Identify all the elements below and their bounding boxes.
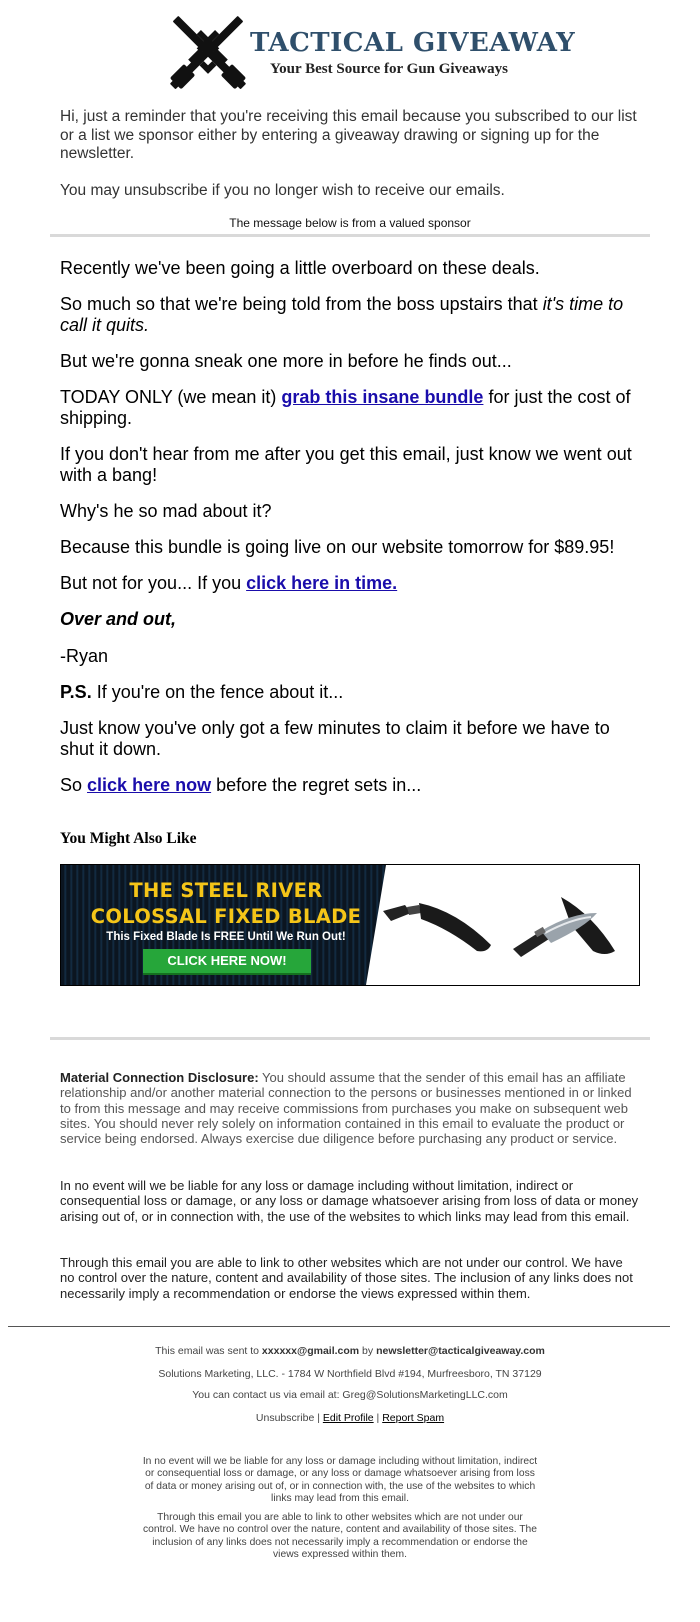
divider: [50, 234, 650, 237]
banner-subtext: This Fixed Blade Is FREE Until We Run Out!: [106, 931, 346, 943]
message-paragraph: Why's he so mad about it?: [60, 501, 272, 521]
message-paragraph: If you don't hear from me after you get this email, just know we went out with a bang!: [60, 444, 632, 485]
footer-liability: In no event will we be liable for any loss or damage including without limitation, indirect or consequential loss or damage, or any loss or damage whatsoever arising from loss of data or money arising out of, or in connection with, the use of the websites to which links may lead from this email.: [142, 1456, 538, 1505]
message-paragraph: Just know you've only got a few minutes to claim it before we have to shut it down.: [60, 718, 610, 759]
links-paragraph: Through this email you are able to link to other websites which are not under our control. We have no control over the nature, content and availability of those sites. The inclusion of any links does not necessarily imply a recommendation or endorse the views expressed within them.: [60, 1255, 633, 1301]
banner-cta-button[interactable]: CLICK HERE NOW!: [143, 949, 311, 973]
banner-headline: COLOSSAL FIXED BLADE: [90, 905, 362, 928]
message-paragraph: [60, 387, 640, 429]
disclosure-label: Material Connection Disclosure:: [60, 1070, 259, 1085]
unsubscribe-note: You may unsubscribe if you no longer wish to receive our emails.: [60, 182, 505, 199]
reminder-text: Hi, just a reminder that you're receiving this email because you subscribed to our list or a list we sponsor either by entering a giveaway drawing or signing up for the newsletter.: [60, 108, 637, 162]
message-text: So much so that we're being told from the boss upstairs that: [60, 294, 543, 314]
signature: -Ryan: [60, 646, 109, 666]
report-spam-link[interactable]: Report Spam: [382, 1412, 445, 1424]
link-separator: |: [314, 1412, 323, 1424]
crossed-rifles-icon: [158, 8, 258, 100]
sponsor-note: The message below is from a valued sponsor: [229, 216, 471, 230]
sender-email: newsletter@tacticalgiveaway.com: [376, 1345, 545, 1357]
message-paragraph: Because this bundle is going live on our website tomorrow for $89.95!: [60, 537, 615, 557]
footer-text: This email was sent to: [155, 1345, 262, 1357]
sign-off: Over and out,: [60, 609, 177, 629]
also-like-heading: You Might Also Like: [60, 830, 197, 847]
message-text: for just the cost of shipping.: [60, 387, 631, 428]
unsubscribe-link[interactable]: Unsubscribe: [255, 1412, 315, 1424]
message-paragraph: Recently we've been going a little overboard on these deals.: [60, 258, 540, 278]
message-text: TODAY ONLY (we mean it): [60, 387, 282, 407]
brand-title: TACTICAL GIVEAWAY: [250, 28, 576, 58]
brand-logo[interactable]: [158, 8, 576, 100]
disclosure-paragraph: [60, 1070, 640, 1146]
liability-paragraph: In no event will we be liable for any loss or damage including without limitation, indirect or consequential loss or damage, or any loss or damage whatsoever arising from loss of data or money arising out of, or in connection with, the use of the websites to which links may lead from this email.: [60, 1178, 639, 1224]
recipient-email: xxxxxx@gmail.com: [261, 1345, 360, 1357]
message-paragraph: But we're gonna sneak one more in before he finds out...: [60, 351, 512, 371]
link-separator: |: [373, 1412, 383, 1424]
message-text: If you're on the fence about it...: [91, 682, 344, 702]
subscription-reminder: [60, 108, 640, 164]
message-paragraph: [60, 573, 640, 594]
edit-profile-link[interactable]: Edit Profile: [322, 1412, 374, 1424]
message-text: So: [60, 775, 88, 795]
knife-sheath-icon: [379, 893, 497, 963]
divider: [50, 1037, 650, 1040]
footer-links-disclaimer: Through this email you are able to link to other websites which are not under our control. We have no control over the nature, content and availability of those sites. The inclusion of any links does not necessarily imply a recommendation or endorse the views expressed within them.: [143, 1512, 537, 1561]
contact-line: You can contact us via email at: Greg@SolutionsMarketingLLC.com: [192, 1389, 508, 1401]
ps-label: P.S.: [60, 682, 92, 702]
promo-banner[interactable]: [60, 864, 640, 986]
footer-links: [60, 1412, 640, 1424]
message-text: But not for you... If you: [60, 573, 247, 593]
message-paragraph: [60, 294, 640, 336]
disclosure-text: You should assume that the sender of this email has an affiliate relationship and/or another material connection to the persons or businesses mentioned in or linked to from this message and may receive commissions from purchases you make on subsequent web sites. You should never rely solely on information contained in this email to evaluate the product or service being endorsed. Always exercise due diligence before purchasing any product or service.: [60, 1070, 632, 1147]
knife-blade-icon: [501, 891, 621, 965]
message-paragraph: [60, 775, 640, 796]
grab-bundle-link[interactable]: grab this insane bundle: [281, 387, 484, 407]
banner-headline: THE STEEL RIVER: [129, 879, 323, 902]
brand-tagline: Your Best Source for Gun Giveaways: [270, 61, 508, 77]
message-emphasis: it's time to call it quits.: [60, 294, 624, 335]
sent-to-line: [60, 1345, 640, 1357]
footer-divider: [8, 1326, 670, 1327]
footer-text: by: [359, 1345, 377, 1357]
company-address: Solutions Marketing, LLC. - 1784 W Northfield Blvd #194, Murfreesboro, TN 37129: [158, 1368, 542, 1380]
click-here-in-time-link[interactable]: click here in time.: [246, 573, 398, 593]
disclosure-block: [60, 1070, 640, 1146]
message-paragraph: [60, 682, 640, 703]
click-here-now-link[interactable]: click here now: [87, 775, 212, 795]
message-text: before the regret sets in...: [211, 775, 422, 795]
